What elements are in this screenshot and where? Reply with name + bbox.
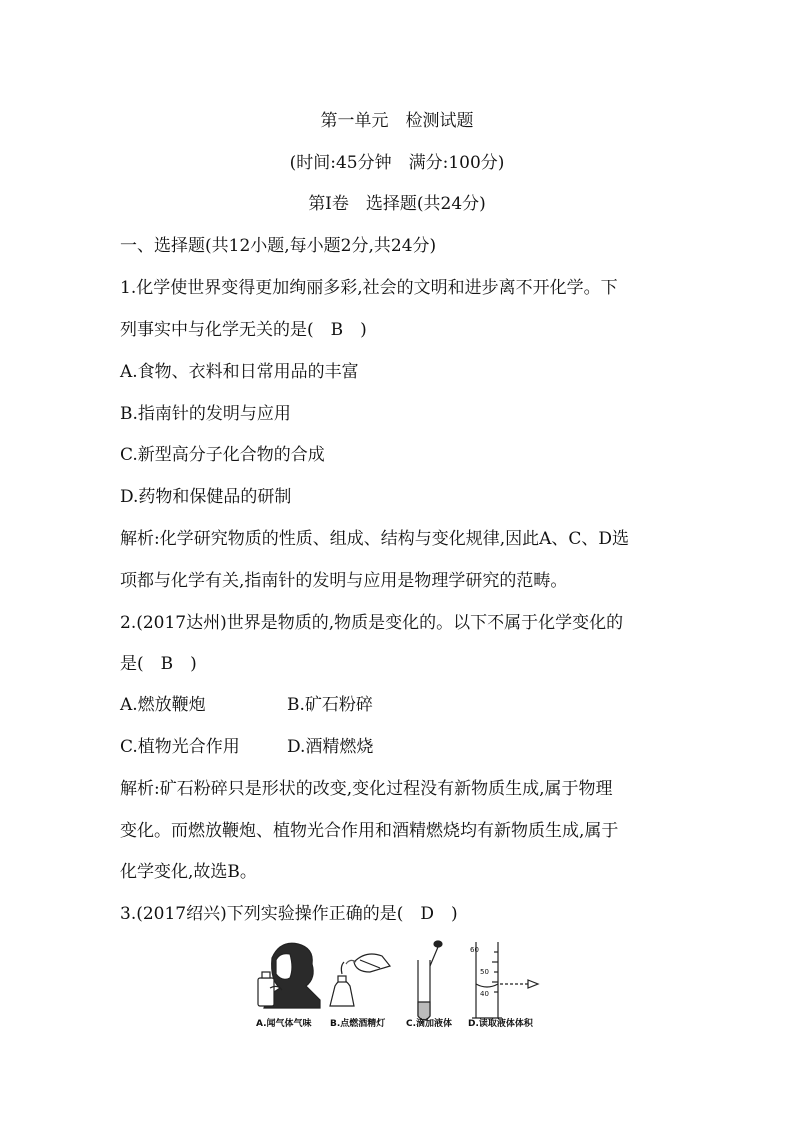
dropper-test-tube-illustration: [418, 941, 442, 1020]
alcohol-lamp-illustration: [330, 954, 390, 1006]
q1-stem-line2: 列事实中与化学无关的是( B ): [120, 320, 367, 340]
caption-a: A.闻气体气味: [256, 1019, 312, 1029]
q1-stem-line1: 1.化学使世界变得更加绚丽多彩,社会的文明和进步离不开化学。下: [120, 278, 618, 298]
q1-analysis-line1: 解析:化学研究物质的性质、组成、结构与变化规律,因此A、C、D选: [120, 529, 630, 549]
q2-analysis-line2: 变化。而燃放鞭炮、植物光合作用和酒精燃烧均有新物质生成,属于: [120, 821, 619, 841]
q3-stem: 3.(2017绍兴)下列实验操作正确的是( D ): [120, 904, 458, 924]
cylinder-tick-50: 50: [480, 968, 489, 976]
volume-heading: 第Ⅰ卷 选择题(共24分): [308, 194, 486, 214]
lab-operations-figure: [250, 938, 545, 1030]
q1-option-a: A.食物、衣料和日常用品的丰富: [120, 362, 359, 382]
exam-info: (时间:45分钟 满分:100分): [289, 153, 505, 173]
q2-stem-line2: 是( B ): [120, 654, 197, 674]
graduated-cylinder-illustration: [472, 942, 538, 1018]
q2-option-d: D.酒精燃烧: [287, 737, 374, 757]
caption-c: C.滴加液体: [406, 1019, 453, 1029]
cylinder-tick-60: 60: [470, 946, 479, 954]
q1-option-c: C.新型高分子化合物的合成: [120, 445, 325, 465]
q2-option-c: C.植物光合作用: [120, 737, 240, 757]
q2-analysis-line3: 化学变化,故选B。: [120, 862, 257, 882]
q2-analysis-line1: 解析:矿石粉碎只是形状的改变,变化过程没有新物质生成,属于物理: [120, 779, 613, 799]
caption-d: D.读取液体体积: [468, 1019, 533, 1029]
q2-option-a: A.燃放鞭炮: [120, 695, 206, 715]
q2-stem-line1: 2.(2017达州)世界是物质的,物质是变化的。以下不属于化学变化的: [120, 613, 624, 633]
section-heading: 一、选择题(共12小题,每小题2分,共24分): [120, 236, 437, 256]
q1-option-d: D.药物和保健品的研制: [120, 487, 292, 507]
cylinder-tick-40: 40: [480, 990, 489, 998]
caption-b: B.点燃酒精灯: [330, 1019, 386, 1029]
q1-option-b: B.指南针的发明与应用: [120, 404, 291, 424]
q1-analysis-line2: 项都与化学有关,指南针的发明与应用是物理学研究的范畴。: [120, 571, 568, 591]
q2-option-b: B.矿石粉碎: [287, 695, 373, 715]
smelling-gas-illustration: [258, 943, 320, 1008]
page-title: 第一单元 检测试题: [320, 111, 474, 131]
